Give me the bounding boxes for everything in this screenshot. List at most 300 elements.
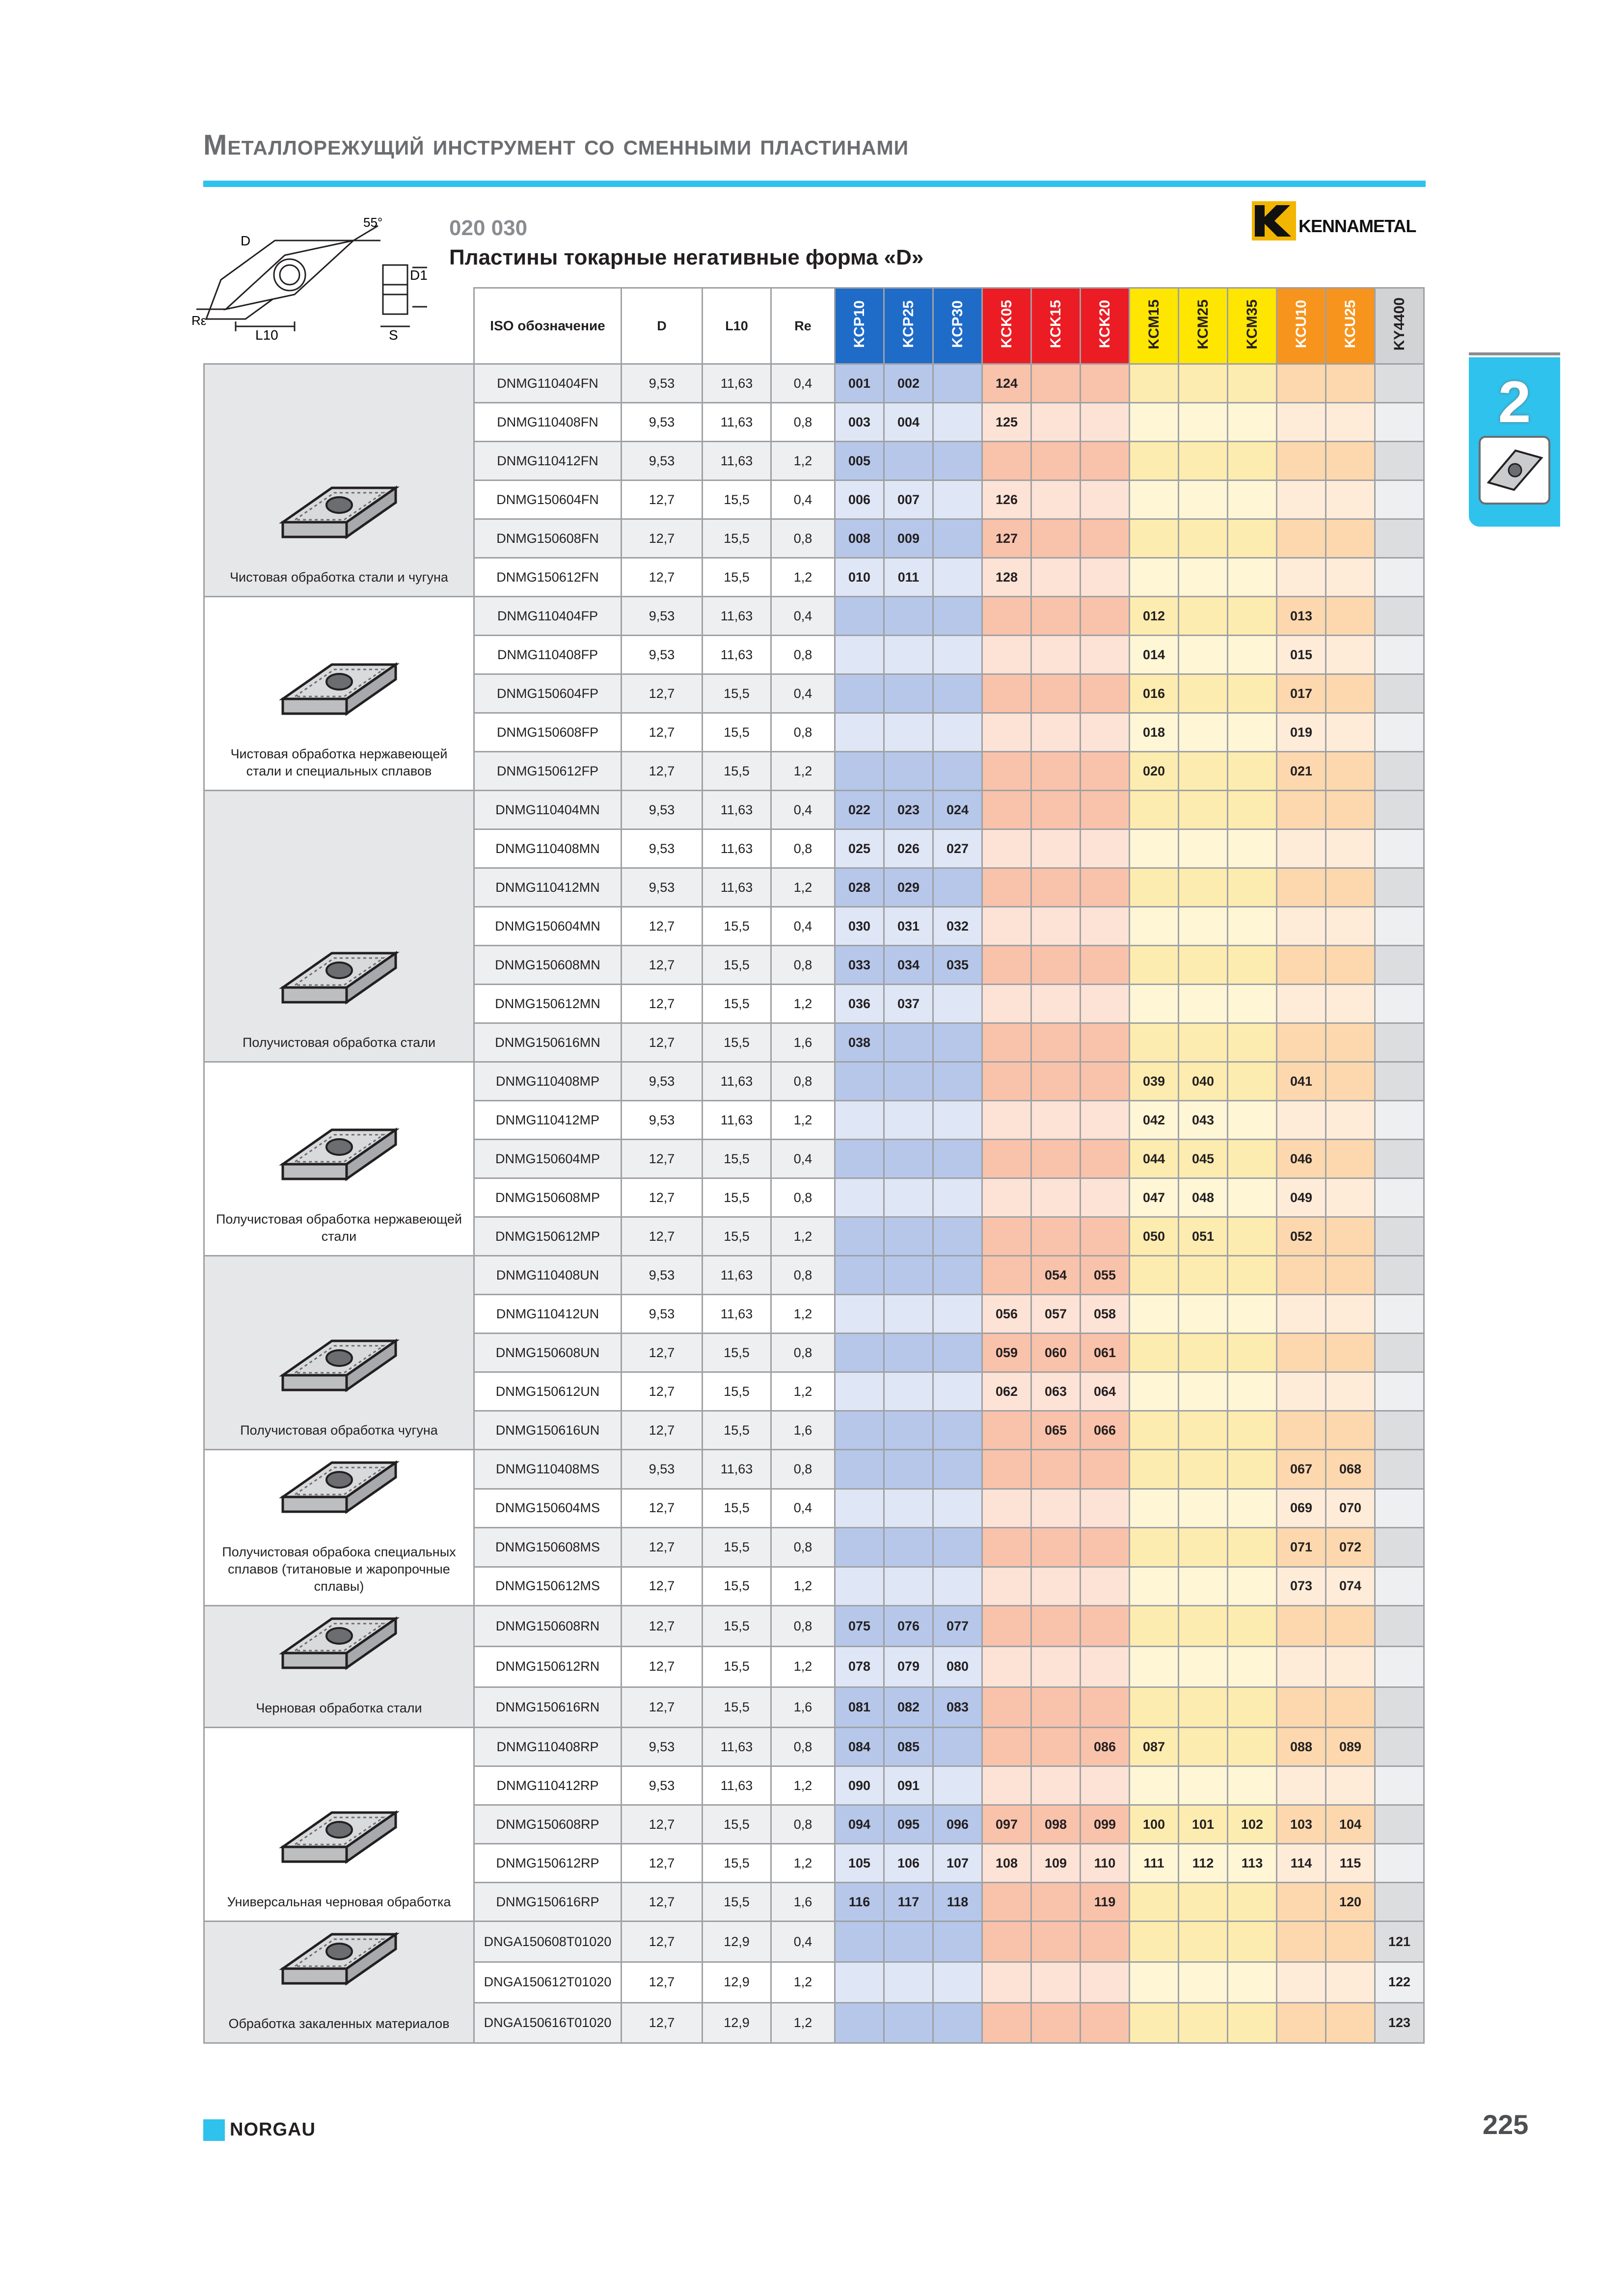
grade-cell-kcm35 — [1228, 907, 1277, 946]
grade-cell-kck20 — [1081, 1606, 1130, 1647]
grade-cell-kck15 — [1031, 829, 1081, 868]
grade-cell-kcm15 — [1130, 1489, 1179, 1528]
grade-cell-kcm15 — [1130, 481, 1179, 519]
grade-cell-kcm25 — [1179, 946, 1228, 985]
grade-cell-kcm15: 018 — [1130, 713, 1179, 752]
grade-cell-kcu10 — [1277, 2002, 1326, 2043]
iso-cell: DNMG150612UN — [474, 1372, 622, 1411]
grade-cell-kcp10 — [835, 1217, 884, 1256]
re-cell: 0,8 — [771, 713, 835, 752]
grade-cell-kcm15: 111 — [1130, 1844, 1179, 1883]
re-cell: 0,4 — [771, 791, 835, 829]
grade-cell-ky4400: 123 — [1375, 2002, 1424, 2043]
grade-cell-kcu25 — [1326, 713, 1375, 752]
grade-cell-kck15 — [1031, 1883, 1081, 1922]
grade-cell-kcm15 — [1130, 1766, 1179, 1805]
grade-cell-ky4400 — [1375, 1606, 1424, 1647]
table-row — [204, 1922, 1424, 1962]
grade-cell-ky4400 — [1375, 636, 1424, 674]
grade-cell-kck20 — [1081, 364, 1130, 403]
application-group-cell — [204, 791, 474, 1062]
grade-cell-kcu10 — [1277, 1962, 1326, 2003]
grade-cell-kcu25 — [1326, 1411, 1375, 1450]
d-cell: 12,7 — [622, 558, 703, 597]
application-label: Универсальная черновая обработка — [227, 1895, 451, 1910]
re-cell: 1,6 — [771, 1023, 835, 1062]
grade-cell-kcm25 — [1179, 519, 1228, 558]
grade-cell-kck15: 065 — [1031, 1411, 1081, 1450]
grade-label: KCP25 — [900, 300, 917, 348]
grade-cell-kck15 — [1031, 2002, 1081, 2043]
grade-cell-kcm35 — [1228, 829, 1277, 868]
iso-cell: DNMG110412FN — [474, 442, 622, 481]
iso-cell: DNMG150616RP — [474, 1883, 622, 1922]
grade-cell-kcu25 — [1326, 364, 1375, 403]
grade-cell-kck20 — [1081, 1528, 1130, 1567]
grade-cell-kcm35 — [1228, 1962, 1277, 2003]
grade-cell-kcm15 — [1130, 1295, 1179, 1334]
application-label: Чистовая обработка стали и чугуна — [230, 569, 448, 585]
l10-cell: 15,5 — [703, 558, 771, 597]
norgau-logo-square — [203, 2119, 225, 2141]
grade-cell-kcm15 — [1130, 1567, 1179, 1606]
iso-cell: DNMG150612RN — [474, 1646, 622, 1687]
grade-cell-kcu25: 120 — [1326, 1883, 1375, 1922]
grade-cell-kcm15 — [1130, 907, 1179, 946]
grade-cell-ky4400 — [1375, 1101, 1424, 1140]
l10-cell: 11,63 — [703, 1062, 771, 1101]
l10-cell: 11,63 — [703, 829, 771, 868]
application-label: Обработка закаленных материалов — [228, 2016, 450, 2031]
grade-cell-kck05 — [982, 442, 1031, 481]
grade-cell-kck20 — [1081, 403, 1130, 442]
grade-cell-kck05 — [982, 1646, 1031, 1687]
grade-cell-kcp30 — [933, 2002, 982, 2043]
d-cell: 12,7 — [622, 1805, 703, 1844]
grade-cell-ky4400 — [1375, 713, 1424, 752]
grade-cell-kcp25 — [884, 1101, 933, 1140]
grade-cell-kcu10 — [1277, 1606, 1326, 1647]
grade-cell-kck05 — [982, 1687, 1031, 1728]
grade-cell-kck05: 059 — [982, 1334, 1031, 1372]
grade-label: KCK05 — [998, 300, 1015, 348]
grade-cell-kcp30 — [933, 403, 982, 442]
grade-cell-kcu10 — [1277, 519, 1326, 558]
grade-cell-kcp30 — [933, 1450, 982, 1489]
d-cell: 9,53 — [622, 791, 703, 829]
grade-cell-kcp25 — [884, 674, 933, 713]
grade-cell-kck20: 061 — [1081, 1334, 1130, 1372]
grade-cell-kcu10 — [1277, 1372, 1326, 1411]
grade-cell-kcp30 — [933, 868, 982, 907]
grade-cell-kck05: 056 — [982, 1295, 1031, 1334]
grade-cell-kcm35 — [1228, 1687, 1277, 1728]
grade-cell-kcm15 — [1130, 1962, 1179, 2003]
re-cell: 1,2 — [771, 1101, 835, 1140]
d-cell: 9,53 — [622, 403, 703, 442]
grade-cell-kck05 — [982, 1411, 1031, 1450]
grade-cell-kcp10: 025 — [835, 829, 884, 868]
grade-cell-kck15 — [1031, 1489, 1081, 1528]
grade-cell-kcm15 — [1130, 558, 1179, 597]
grade-cell-kcu25 — [1326, 1101, 1375, 1140]
grade-cell-kck05 — [982, 1922, 1031, 1962]
d-cell: 9,53 — [622, 1295, 703, 1334]
grade-cell-kcm15 — [1130, 985, 1179, 1023]
grade-cell-kcm15 — [1130, 1372, 1179, 1411]
grade-cell-kcp25 — [884, 636, 933, 674]
grade-cell-kcm25 — [1179, 985, 1228, 1023]
grade-cell-kcp25 — [884, 597, 933, 636]
grade-cell-kck05 — [982, 1962, 1031, 2003]
grade-cell-kcp30 — [933, 1528, 982, 1567]
grade-cell-kcp10 — [835, 1450, 884, 1489]
column-grade-kcm35 — [1228, 288, 1277, 364]
grade-cell-kck15 — [1031, 519, 1081, 558]
iso-cell: DNGA150608T01020 — [474, 1922, 622, 1962]
grade-cell-kcp25 — [884, 1567, 933, 1606]
grade-cell-kck15 — [1031, 1528, 1081, 1567]
l10-cell: 15,5 — [703, 1217, 771, 1256]
grade-cell-kcu10 — [1277, 1256, 1326, 1295]
d-cell: 12,7 — [622, 985, 703, 1023]
grade-cell-kck15 — [1031, 1646, 1081, 1687]
iso-cell: DNMG150604FP — [474, 674, 622, 713]
grade-cell-kck05 — [982, 1567, 1031, 1606]
grade-cell-kcp25: 079 — [884, 1646, 933, 1687]
grade-cell-kcm25 — [1179, 752, 1228, 791]
grade-cell-kcm15: 039 — [1130, 1062, 1179, 1101]
grade-cell-kcp10 — [835, 1256, 884, 1295]
grade-cell-kcm25 — [1179, 403, 1228, 442]
iso-cell: DNMG150612FP — [474, 752, 622, 791]
turning-insert-icon — [1479, 436, 1550, 505]
grade-cell-kcp25: 011 — [884, 558, 933, 597]
grade-cell-ky4400 — [1375, 1411, 1424, 1450]
iso-cell: DNMG110408FN — [474, 403, 622, 442]
grade-cell-kcp10 — [835, 1178, 884, 1217]
grade-cell-kck05 — [982, 1528, 1031, 1567]
iso-cell: DNGA150612T01020 — [474, 1962, 622, 2003]
grade-cell-kcm35 — [1228, 1334, 1277, 1372]
grade-cell-kck20 — [1081, 1178, 1130, 1217]
grade-cell-kcp25 — [884, 1062, 933, 1101]
grade-cell-kcp25 — [884, 1023, 933, 1062]
grade-cell-kck15 — [1031, 1728, 1081, 1766]
grade-cell-kcp10: 116 — [835, 1883, 884, 1922]
insert-t01020-icon — [273, 1922, 406, 1996]
re-cell: 0,4 — [771, 907, 835, 946]
iso-cell: DNMG150604MN — [474, 907, 622, 946]
grade-cell-ky4400 — [1375, 1178, 1424, 1217]
grade-cell-kcp30: 083 — [933, 1687, 982, 1728]
grade-cell-kcp30 — [933, 713, 982, 752]
d-cell: 12,7 — [622, 1883, 703, 1922]
grade-cell-kcm25 — [1179, 442, 1228, 481]
grade-cell-kcp10: 003 — [835, 403, 884, 442]
grade-cell-kcu10 — [1277, 1295, 1326, 1334]
d-cell: 9,53 — [622, 1728, 703, 1766]
l10-cell: 15,5 — [703, 481, 771, 519]
column-grade-kcp30 — [933, 288, 982, 364]
grade-cell-kck15 — [1031, 1450, 1081, 1489]
l10-cell: 15,5 — [703, 946, 771, 985]
re-cell: 0,4 — [771, 1489, 835, 1528]
grade-cell-kcm25: 045 — [1179, 1140, 1228, 1178]
grade-cell-kcm15: 100 — [1130, 1805, 1179, 1844]
grade-cell-kcp10 — [835, 752, 884, 791]
grade-cell-kcm15 — [1130, 1256, 1179, 1295]
grade-cell-kck05 — [982, 597, 1031, 636]
grade-cell-ky4400 — [1375, 1766, 1424, 1805]
iso-cell: DNMG110408FP — [474, 636, 622, 674]
column-grade-kcu10 — [1277, 288, 1326, 364]
diagram-re-label: Rε — [191, 313, 207, 328]
grade-cell-kck05 — [982, 1178, 1031, 1217]
d-cell: 9,53 — [622, 868, 703, 907]
l10-cell: 15,5 — [703, 1489, 771, 1528]
iso-cell: DNMG150608MP — [474, 1178, 622, 1217]
grade-cell-kck05: 124 — [982, 364, 1031, 403]
iso-cell: DNMG150616MN — [474, 1023, 622, 1062]
grade-cell-kcp10: 008 — [835, 519, 884, 558]
iso-cell: DNMG150608FP — [474, 713, 622, 752]
re-cell: 0,4 — [771, 481, 835, 519]
application-group-cell — [204, 1606, 474, 1728]
grade-cell-kcu10 — [1277, 403, 1326, 442]
grade-cell-kcp10 — [835, 597, 884, 636]
kennametal-logo — [1252, 201, 1429, 240]
grade-cell-kck20 — [1081, 1062, 1130, 1101]
grade-cell-kcu10: 013 — [1277, 597, 1326, 636]
grade-cell-kcu10 — [1277, 1101, 1326, 1140]
grade-cell-kcu10 — [1277, 364, 1326, 403]
grade-cell-kcm35 — [1228, 364, 1277, 403]
grade-cell-kck20 — [1081, 1962, 1130, 2003]
l10-cell: 11,63 — [703, 597, 771, 636]
grade-cell-kcp30 — [933, 1140, 982, 1178]
grade-cell-kcp30: 032 — [933, 907, 982, 946]
grade-cell-kcm35: 113 — [1228, 1844, 1277, 1883]
grade-cell-kck15 — [1031, 1178, 1081, 1217]
grade-cell-kcp10 — [835, 1411, 884, 1450]
grade-cell-ky4400 — [1375, 1450, 1424, 1489]
grade-cell-kcu10: 073 — [1277, 1567, 1326, 1606]
grade-cell-kcp30 — [933, 1922, 982, 1962]
grade-cell-kcp30 — [933, 1372, 982, 1411]
grade-cell-kcp30 — [933, 364, 982, 403]
grade-cell-ky4400 — [1375, 1728, 1424, 1766]
d-cell: 12,7 — [622, 674, 703, 713]
grade-cell-kcm35 — [1228, 985, 1277, 1023]
grade-cell-kcp10: 006 — [835, 481, 884, 519]
table-header-row — [204, 288, 1424, 364]
re-cell: 1,2 — [771, 558, 835, 597]
grade-cell-kck20: 055 — [1081, 1256, 1130, 1295]
grade-cell-kcm15 — [1130, 1646, 1179, 1687]
grade-cell-kcp30 — [933, 1023, 982, 1062]
l10-cell: 11,63 — [703, 1295, 771, 1334]
grade-cell-kcm15: 016 — [1130, 674, 1179, 713]
l10-cell: 11,63 — [703, 1450, 771, 1489]
grade-cell-ky4400 — [1375, 985, 1424, 1023]
iso-cell: DNMG150608RN — [474, 1606, 622, 1647]
grade-cell-kcu10 — [1277, 1411, 1326, 1450]
grade-cell-kck05 — [982, 713, 1031, 752]
grade-cell-kcm25 — [1179, 791, 1228, 829]
iso-cell: DNMG150604FN — [474, 481, 622, 519]
iso-cell: DNMG110404FN — [474, 364, 622, 403]
grade-cell-kcp30 — [933, 985, 982, 1023]
grade-cell-kck15: 054 — [1031, 1256, 1081, 1295]
grade-cell-kcp10: 022 — [835, 791, 884, 829]
iso-cell: DNMG150616RN — [474, 1687, 622, 1728]
grade-cell-kcm15: 050 — [1130, 1217, 1179, 1256]
d-cell: 9,53 — [622, 636, 703, 674]
insert-fn-icon — [273, 476, 406, 549]
grade-cell-kck05 — [982, 1766, 1031, 1805]
grade-cell-ky4400 — [1375, 752, 1424, 791]
grade-cell-kcp10: 010 — [835, 558, 884, 597]
grade-cell-kcp10 — [835, 1567, 884, 1606]
grade-cell-kcp10 — [835, 1372, 884, 1411]
grade-cell-kcp10: 078 — [835, 1646, 884, 1687]
grade-cell-kcp30 — [933, 674, 982, 713]
l10-cell: 15,5 — [703, 1178, 771, 1217]
grade-cell-kck05 — [982, 1101, 1031, 1140]
l10-cell: 11,63 — [703, 1101, 771, 1140]
grade-label: KCP10 — [851, 300, 867, 348]
grade-cell-kcp30 — [933, 1567, 982, 1606]
grade-cell-kcp30 — [933, 1411, 982, 1450]
grade-cell-kcm35 — [1228, 519, 1277, 558]
grade-cell-kck20 — [1081, 481, 1130, 519]
application-group-cell — [204, 1450, 474, 1606]
d-cell: 12,7 — [622, 1567, 703, 1606]
grade-cell-kck05 — [982, 1489, 1031, 1528]
grade-cell-kcp10: 084 — [835, 1728, 884, 1766]
iso-cell: DNMG150608MS — [474, 1528, 622, 1567]
grade-cell-kcu25 — [1326, 1256, 1375, 1295]
grade-cell-kcp10 — [835, 1962, 884, 2003]
re-cell: 0,8 — [771, 1450, 835, 1489]
grade-cell-kcp25 — [884, 2002, 933, 2043]
grade-cell-kcm15 — [1130, 519, 1179, 558]
grade-cell-kcm35 — [1228, 1178, 1277, 1217]
d-cell: 9,53 — [622, 1766, 703, 1805]
grade-cell-kck15 — [1031, 1766, 1081, 1805]
d-cell: 9,53 — [622, 1101, 703, 1140]
page-number: 225 — [1483, 2109, 1529, 2140]
grade-cell-kck05 — [982, 868, 1031, 907]
grade-cell-kck20 — [1081, 1140, 1130, 1178]
grade-cell-kck20 — [1081, 1766, 1130, 1805]
grade-cell-kcp25: 037 — [884, 985, 933, 1023]
grade-cell-kcp25 — [884, 1411, 933, 1450]
grade-cell-kcp25 — [884, 442, 933, 481]
grade-cell-ky4400 — [1375, 1646, 1424, 1687]
column-grade-kcu25 — [1326, 288, 1375, 364]
grade-cell-kck15 — [1031, 1567, 1081, 1606]
grade-cell-kcu10: 067 — [1277, 1450, 1326, 1489]
grade-cell-kck15: 063 — [1031, 1372, 1081, 1411]
application-label: Получистовая обработка стали — [242, 1035, 436, 1050]
grade-cell-kcm25: 040 — [1179, 1062, 1228, 1101]
grade-cell-kcm25 — [1179, 2002, 1228, 2043]
grade-cell-kcm25 — [1179, 713, 1228, 752]
grade-cell-kcm25: 051 — [1179, 1217, 1228, 1256]
grade-cell-kcm15: 020 — [1130, 752, 1179, 791]
grade-cell-kcm25 — [1179, 829, 1228, 868]
grade-cell-kcm35 — [1228, 1489, 1277, 1528]
grade-cell-kck15 — [1031, 1062, 1081, 1101]
grade-cell-kcm25 — [1179, 1922, 1228, 1962]
re-cell: 0,8 — [771, 1805, 835, 1844]
grade-cell-kcu10: 017 — [1277, 674, 1326, 713]
grade-cell-kck20 — [1081, 519, 1130, 558]
re-cell: 1,6 — [771, 1687, 835, 1728]
grade-cell-kcm25 — [1179, 1023, 1228, 1062]
grade-cell-kcu25 — [1326, 519, 1375, 558]
grade-cell-kck20 — [1081, 1567, 1130, 1606]
grade-cell-kcp30 — [933, 442, 982, 481]
grade-cell-kcm15: 044 — [1130, 1140, 1179, 1178]
grade-cell-kcm25 — [1179, 1567, 1228, 1606]
grade-cell-kcp25 — [884, 1217, 933, 1256]
grade-cell-kck20 — [1081, 1023, 1130, 1062]
grade-cell-kcm15 — [1130, 946, 1179, 985]
grade-cell-kcp10 — [835, 1528, 884, 1567]
application-group-cell — [204, 597, 474, 791]
grade-cell-kcu25 — [1326, 597, 1375, 636]
d-cell: 12,7 — [622, 519, 703, 558]
grade-cell-kck15 — [1031, 752, 1081, 791]
grade-cell-kcu10 — [1277, 558, 1326, 597]
grade-cell-kcm35 — [1228, 1062, 1277, 1101]
l10-cell: 15,5 — [703, 1567, 771, 1606]
grade-cell-kck20 — [1081, 1922, 1130, 1962]
grade-cell-kcu25 — [1326, 1178, 1375, 1217]
grade-cell-kcm35 — [1228, 1567, 1277, 1606]
grade-cell-kcu10 — [1277, 1922, 1326, 1962]
l10-cell: 11,63 — [703, 442, 771, 481]
grade-cell-kcp10 — [835, 1922, 884, 1962]
d-cell: 12,7 — [622, 1178, 703, 1217]
re-cell: 0,8 — [771, 1528, 835, 1567]
grade-cell-kcp10: 090 — [835, 1766, 884, 1805]
grade-cell-ky4400 — [1375, 907, 1424, 946]
re-cell: 1,2 — [771, 1962, 835, 2003]
grade-cell-kcm25 — [1179, 558, 1228, 597]
grade-cell-kcp30: 077 — [933, 1606, 982, 1647]
grade-cell-kcm25 — [1179, 1372, 1228, 1411]
grade-cell-kcu10 — [1277, 1883, 1326, 1922]
re-cell: 1,2 — [771, 1567, 835, 1606]
grade-cell-kcm35 — [1228, 946, 1277, 985]
grade-cell-kcp10: 005 — [835, 442, 884, 481]
grade-cell-kcp30 — [933, 1178, 982, 1217]
grade-cell-kck05 — [982, 1450, 1031, 1489]
grade-cell-kcu10 — [1277, 1687, 1326, 1728]
grade-cell-kcu25 — [1326, 1766, 1375, 1805]
grade-cell-kcp30 — [933, 1217, 982, 1256]
grade-cell-kcu10 — [1277, 791, 1326, 829]
grade-cell-kcm35 — [1228, 481, 1277, 519]
column-grade-ky4400 — [1375, 288, 1424, 364]
l10-cell: 11,63 — [703, 1766, 771, 1805]
iso-cell: DNMG110412MP — [474, 1101, 622, 1140]
grade-cell-kcu25: 072 — [1326, 1528, 1375, 1567]
